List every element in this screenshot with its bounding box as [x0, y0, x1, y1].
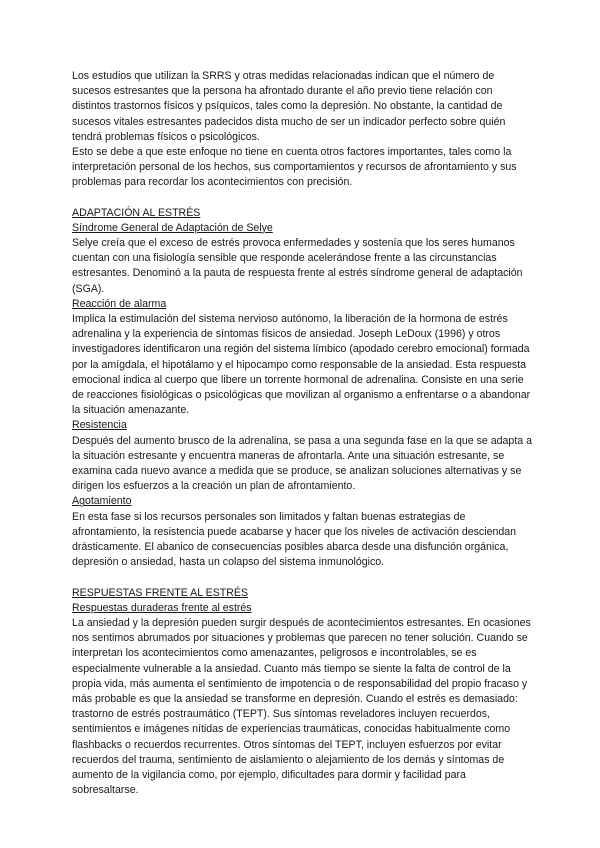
- subheading-duraderas: Respuestas duraderas frente al estrés: [72, 601, 252, 614]
- intro-paragraph-1: Los estudios que utilizan la SRRS y otras medidas relacionadas indican que el número de sucesos estresantes que la persona ha afrontado durante el año previo tiene relación con distintos trastornos físicos y psíquicos, tales como la depresión. No obstante, la cantidad de sucesos vitales estresantes padecidos dista mucho de ser un indicador perfecto sobre quién tendrá problemas físicos o psicológicos.: [72, 70, 506, 143]
- subheading-agotamiento: Agotamiento: [72, 495, 132, 508]
- paragraph-sga: Selye creía que el exceso de estrés provoca enfermedades y sostenía que los seres humanos cuentan con una fisiología sensible que responde acelerándose frente a las circunstancias estresantes. Denominó a la pauta de respuesta frente al estrés síndrome general de adaptación (SGA).: [72, 237, 523, 295]
- section-heading-adaptacion: ADAPTACIÓN AL ESTRÉS: [72, 206, 201, 219]
- subheading-resistencia: Resistencia: [72, 419, 127, 432]
- section-adaptacion: [72, 206, 534, 571]
- paragraph-resistencia: Después del aumento brusco de la adrenalina, se pasa a una segunda fase en la que se adapta a la situación estresante y encuentra maneras de afrontarla. Ante una situación estresante, se examina cada nuevo avance a medida que se produce, se analizan soluciones alternativas y se dirigen los esfuerzos a la creación un plan de afrontamiento.: [72, 434, 532, 493]
- subheading-sga: Síndrome General de Adaptación de Selye: [72, 221, 273, 234]
- section-heading-respuestas: RESPUESTAS FRENTE AL ESTRÉS: [72, 586, 249, 599]
- subheading-alarma: Reacción de alarma: [72, 297, 167, 310]
- paragraph-duraderas: La ansiedad y la depresión pueden surgir después de acontecimientos estresantes. En ocasiones nos sentimos abrumados por situaciones y problemas que parecen no tener solución. Cuando se interpretan los acontecimientos como amenazantes, peligrosos e incontrolables, se es especialmente vulnerable a la ansiedad. Cuanto más tiempo se siente la falta de control de la propia vida, más aumenta el sentimiento de impotencia o de responsabilidad del propio fracaso y más probable es que la ansiedad se transforme en depresión. Cuando el estrés es demasiado: trastorno de estrés postraumático (TEPT). Sus síntomas reveladores incluyen recuerdos, sentimientos e imágenes nítidas de experiencias traumáticas, conocidas habitualmente como flashbacks o recuerdos recurrentes. Otros síntomas del TEPT, incluyen esfuerzos por evitar recuerdos del trauma, sentimiento de aislamiento o alejamiento de los demás y síntomas de aumento de la vigilancia como, por ejemplo, dificultades para dormir y facilidad para sobresaltarse.: [72, 616, 531, 797]
- paragraph-agotamiento: En esta fase si los recursos personales son limitados y faltan buenas estrategias de afrontamiento, la resistencia puede acabarse y hacer que los niveles de activación desciendan drásticamente. El abanico de consecuencias posibles abarca desde una disfunción orgánica, depresión o ansiedad, hasta un colapso del sistema inmunológico.: [72, 510, 517, 569]
- paragraph-alarma: Implica la estimulación del sistema nervioso autónomo, la liberación de la hormona de estrés adrenalina y la experiencia de síntomas físicos de ansiedad. Joseph LeDoux (1996) y otros investigadores identificaron una región del sistema límbico (apodado cerebro emocional) formada por la amígdala, el hipotálamo y el hipocampo como responsable de la ansiedad. Esta respuesta emocional indica al cuerpo que libere un torrente hormonal de adrenalina. Consiste en una serie de reacciones fisiológicas o psicológicas que movilizan al organismo a enfrentarse o a abandonar la situación amenazante.: [72, 313, 531, 417]
- section-respuestas: [72, 586, 534, 799]
- document-page: [72, 69, 534, 798]
- intro-paragraph-2: Esto se debe a que este enfoque no tiene en cuenta otros factores importantes, tales como la interpretación personal de los hechos, sus comportamientos y recursos de afrontamiento y sus problemas para recordar los acontecimientos con precisión.: [72, 146, 517, 189]
